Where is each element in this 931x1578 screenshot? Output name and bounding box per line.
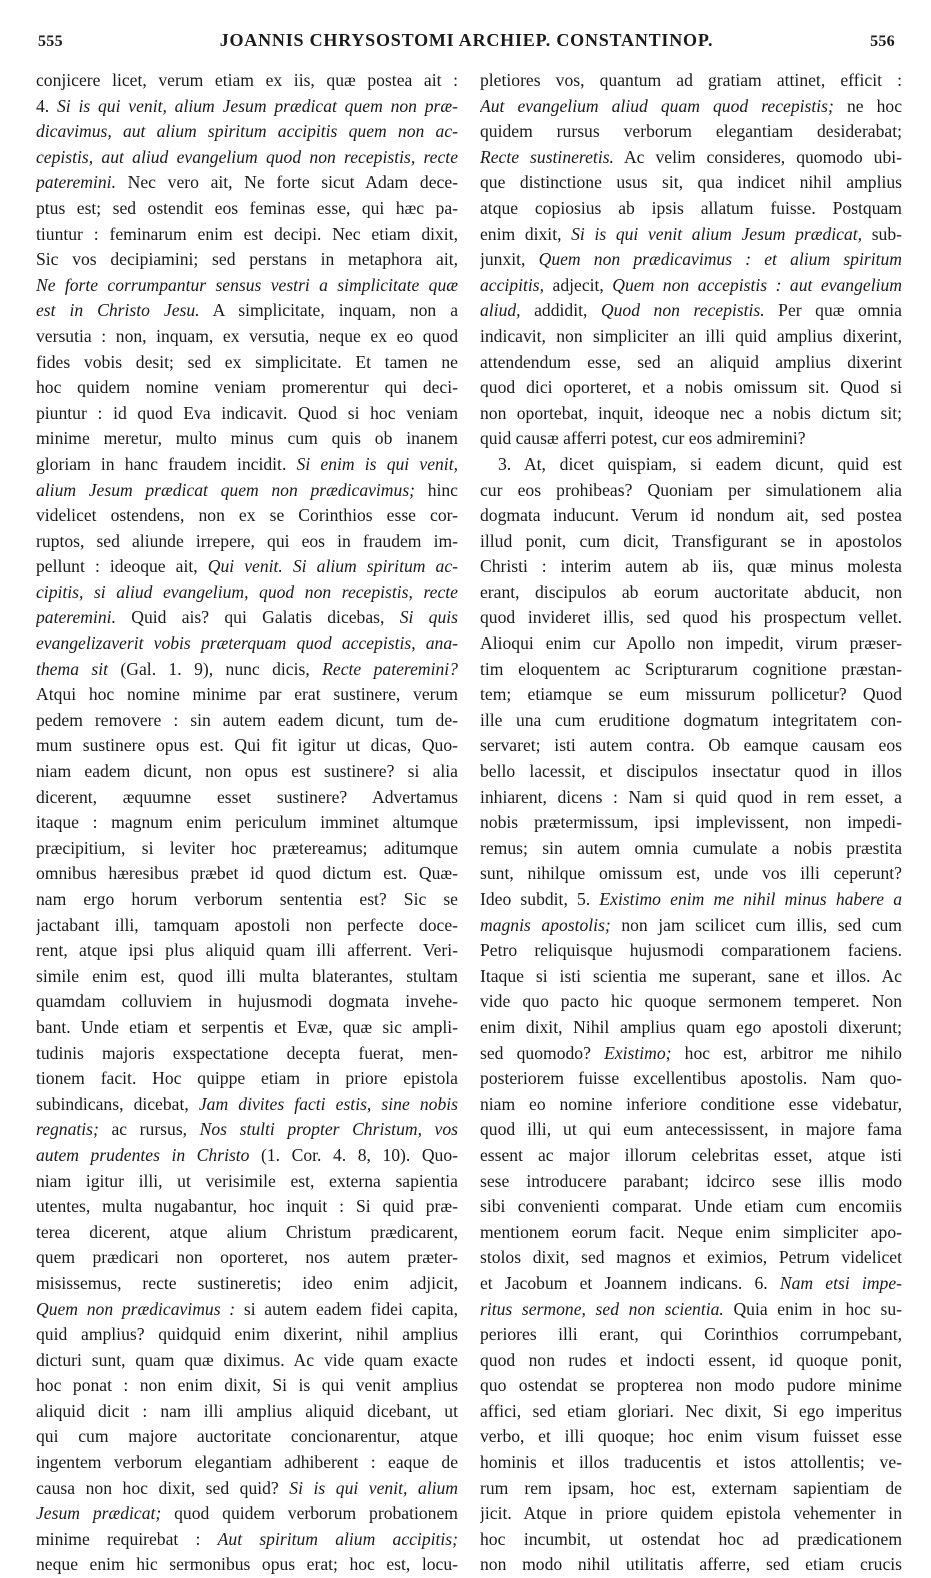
text-line: Quem non prædicavimus : si autem eadem fidei capita, [36,1298,458,1319]
text-line: Aut evangelium aliud quam quod recepistis; ne hoc [480,95,902,116]
text-line: quid amplius? quidquid enim dixerint, nihil amplius [36,1324,458,1345]
text-line: quod dici oporteret, et a nobis omissum sit. Quod si [480,377,902,398]
text-line: dicerent, æquumne esset sustinere? Advertamus [36,786,458,807]
text-line: quamdam colluviem in hujusmodi dogmata invehe- [36,991,458,1012]
text-line: pateremini. Nec vero ait, Ne forte sicut Adam dece- [36,172,458,193]
text-line: quod non rudes et indocti essent, id quoque ponit, [480,1349,902,1370]
text-line: tim eloquentem ac Scripturarum cognitione præstan- [480,658,902,679]
text-line: quod invideret illis, sed quod his prospectum vellet. [480,607,902,628]
text-line: subindicans, dicebat, Jam divites facti estis, sine nobis [36,1093,458,1114]
running-header [38,30,895,58]
text-line: minime requirebat : Aut spiritum alium accipitis; [36,1528,458,1549]
text-line: quod illi, ut qui eum antecessissent, in majore fama [480,1119,902,1140]
text-line: quidem rursus verborum elegantiam desiderabat; [480,121,902,142]
text-line: erant, discipulos ab eorum auctoritate abducit, non [480,581,902,602]
text-line: regnatis; ac rursus, Nos stulti propter Christum, vos [36,1119,458,1140]
text-line: sed quomodo? Existimo; hoc est, arbitror me nihilo [480,1042,902,1063]
text-line: affici, sed etiam gloriari. Nec dixit, Si ego imperitus [480,1400,902,1421]
text-line: nobis prætermissum, ipsi implevissent, non impedi- [480,812,902,833]
text-line: quo ostendat se propterea non modo pudore minime [480,1375,902,1396]
text-line: tionem facit. Hoc quippe etiam in priore epistola [36,1068,458,1089]
text-line: Christi : interim autem ab iis, quæ minus molesta [480,556,902,577]
text-line: ptus est; sed ostendit eos feminas esse, qui hæc pa- [36,197,458,218]
text-line: pateremini. Quid ais? qui Galatis dicebas, Si quis [36,607,458,628]
text-line: Sic vos decipiamini; sed perstans in metaphora ait, [36,249,458,270]
text-line: causa non hoc dixit, sed quid? Si is qui venit, alium [36,1477,458,1498]
text-line: stolos dixit, sed magnos et eximios, Petrum videlicet [480,1247,902,1268]
text-line: rum rem ipsam, hoc est, externam sapientiam de [480,1477,902,1498]
text-line: Recte sustineretis. Ac velim consideres, quomodo ubi- [480,146,902,167]
text-line: quid causæ afferri potest, cur eos admiremini? [480,428,806,449]
left-column [36,68,458,1578]
text-line: videlicet ostendens, non ex se Corinthios esse cor- [36,505,458,526]
text-line: 3. At, dicet quispiam, si eadem dicunt, quid est [498,453,902,474]
text-line: pedem removere : sin autem eadem dicunt, tum de- [36,709,458,730]
text-line: illud ponit, cum dicit, Transfigurant se in apostolos [480,530,902,551]
text-line: vide quo pacto hic quoque sermonem temperet. Non [480,991,902,1012]
running-title: JOANNIS CHRYSOSTOMI ARCHIEP. CONSTANTINOP. [219,30,714,50]
text-line: rent, atque ipsi plus aliquid quam illi afferrent. Veri- [36,940,458,961]
text-line: Atqui hoc nomine minime par erat sustinere, verum [36,684,458,705]
text-line: remus; sin autem omnia cumulate a nobis præstita [480,837,902,858]
text-line: et Jacobum et Joannem indicans. 6. Nam etsi impe- [480,1272,902,1293]
text-line: bant. Unde etiam et serpentis et Evæ, quæ sic ampli- [36,1016,458,1037]
text-line: essent ac major illorum celebritas esset, atque isti [480,1144,902,1165]
text-line: atque copiosius ab ipsis allatum fuisse. Postquam [480,197,902,218]
text-line: hoc incumbit, ut ostendat hoc ad prædicationem [480,1528,902,1549]
right-column [480,68,902,1578]
text-line: terea dicerent, atque alium Christum prædicarent, [36,1221,458,1242]
text-line: niam eo nomine inferiore conditione esse videbatur, [480,1093,902,1114]
text-line: hoc quidem nomine veniam promerentur qui deci- [36,377,458,398]
text-line: indicavit, non simpliciter an illi quid amplius dixerint, [480,325,902,346]
text-line: cipitis, si aliud evangelium, quod non recepistis, recte [36,581,458,602]
text-line: pellunt : ideoque ait, Qui venit. Si alium spiritum ac- [36,556,458,577]
text-line: aliud, addidit, Quod non recepistis. Per quæ omnia [480,300,902,321]
text-line: dicavimus, aut alium spiritum accipitis quem non ac- [36,121,458,142]
text-line: ingentem verborum elegantiam adhiberent : eaque de [36,1452,458,1473]
text-line: verbo, et illi quoque; hoc enim visum fuisset esse [480,1426,902,1447]
text-line: dogmata inducunt. Verum id nondum ait, sed postea [480,505,902,526]
text-line: Ne forte corrumpantur sensus vestri a simplicitate quæ [36,274,458,295]
text-line: utentes, multa nugabantur, hoc inquit : Si quid præ- [36,1196,458,1217]
text-line: niam eadem dicunt, non opus est sustinere? si alia [36,761,458,782]
text-line: fides vobis desit; sed ex simplicitate. Et tamen ne [36,351,458,372]
text-line: non modo nihil utilitatis afferre, sed etiam crucis [480,1554,902,1575]
text-line: simile enim est, quod illi multa blaterantes, stultam [36,965,458,986]
text-line: sunt, nihilque omissum est, unde vos illi ceperunt? [480,863,902,884]
text-line: hominis et illos traducentis et istos attollentis; ve- [480,1452,902,1473]
text-line: quem prædicari non oporteret, nos autem præter- [36,1247,458,1268]
text-line: attendendum esse, sed an aliquid amplius dixerint [480,351,902,372]
text-line: aliquid dicit : nam illi amplius aliquid dicebant, ut [36,1400,458,1421]
text-line: autem prudentes in Christo (1. Cor. 4. 8, 10). Quo- [36,1144,458,1165]
text-line: dicturi sunt, quam quæ diximus. Ac vide quam exacte [36,1349,458,1370]
text-line: accipitis, adjecit, Quem non accepistis : aut evangelium [480,274,902,295]
text-line: inhiarent, dicens : Nam si quid quod in rem esset, a [480,786,902,807]
text-line: misissemus, recte sustineretis; ideo enim adjicit, [36,1272,458,1293]
page-number-right: 556 [870,33,895,50]
text-line: evangelizaverit vobis præterquam quod accepistis, ana- [36,633,458,654]
text-line: tem; etiamque se eum missurum pollicetur? Quod [480,684,902,705]
text-line: posteriorem fuisse excellentibus apostolis. Nam quo- [480,1068,902,1089]
text-line: thema sit (Gal. 1. 9), nunc dicis, Recte pateremini? [36,658,458,679]
text-line: 4. Si is qui venit, alium Jesum prædicat quem non præ- [36,95,458,116]
text-line: servaret; isti autem contra. Ob eamque causam eos [480,735,902,756]
text-line: ille una cum eruditione dogmatum integritatem con- [480,709,902,730]
text-line: enim dixit, Si is qui venit alium Jesum prædicat, sub- [480,223,902,244]
text-line: mum sustinere opus est. Qui fit igitur ut dicas, Quo- [36,735,458,756]
text-line: mentionem eorum facit. Neque enim simpliciter apo- [480,1221,902,1242]
text-line: jactabant illi, tamquam apostoli non perfecte doce- [36,914,458,935]
text-line: neque enim hic sermonibus opus erat; hoc est, locu- [36,1554,458,1575]
text-line: jicit. Atque in priore quidem epistola vehementer in [480,1503,902,1524]
text-line: est in Christo Jesu. A simplicitate, inquam, non a [36,300,458,321]
text-line: Petro reliquisque hujusmodi comparationem faciens. [480,940,902,961]
text-line: Ideo subdit, 5. Existimo enim me nihil minus habere a [480,889,902,909]
text-line: cur eos prohibeas? Quoniam per simulationem alia [480,479,902,500]
page-number-left: 555 [38,33,63,50]
text-line: junxit, Quem non prædicavimus : et alium spiritum [480,249,902,270]
text-line: versutia : non, inquam, ex versutia, neque ex eo quod [36,325,458,346]
text-line: tiuntur : feminarum enim est decipi. Nec etiam dixit, [36,223,458,244]
text-line: itaque : magnum enim periculum imminet altumque [36,812,458,833]
text-line: magnis apostolis; non jam scilicet cum illis, sed cum [480,914,902,935]
text-line: alium Jesum prædicat quem non prædicavimus; hinc [36,479,458,500]
text-line: Alioqui enim cur Apollo non impedit, virum præser- [480,633,902,654]
text-line: gloriam in hanc fraudem incidit. Si enim is qui venit, [36,453,458,474]
text-line: cepistis, aut aliud evangelium quod non recepistis, recte [36,146,458,167]
text-line: conjicere licet, verum etiam ex iis, quæ postea ait : [36,70,458,90]
text-line: minime meretur, multo minus cum quis ob inanem [36,428,458,449]
text-line: periores illi erant, qui Corinthios corrumpebant, [480,1324,902,1345]
text-line: que distinctione usus sit, qua indicet nihil amplius [480,172,902,193]
text-line: omnibus hæresibus præbet id quod dictum est. Quæ- [36,863,458,884]
text-line: ritus sermone, sed non scientia. Quia enim in hoc su- [480,1298,902,1319]
text-line: Jesum prædicat; quod quidem verborum probationem [36,1503,458,1524]
text-line: nam ergo horum verborum sententia est? Sic se [36,889,458,909]
text-line: sibi convenienti comparat. Unde etiam cum encomiis [480,1196,902,1217]
text-line: hoc ponat : non enim dixit, Si is qui venit amplius [36,1375,458,1396]
text-line: ruptos, sed aliunde irrepere, qui eos in fraudem im- [36,530,458,551]
text-line: tudinis majoris exspectatione decepta fuerat, men- [36,1042,458,1063]
text-line: piuntur : id quod Eva indicavit. Quod si hoc veniam [36,402,458,423]
text-line: non oportebat, inquit, ideoque nec a nobis dictum sit; [480,402,902,423]
text-line: sese introducere parabant; idcirco sese illis modo [480,1170,902,1191]
text-line: præcipitium, si leviter hoc prætereamus; aditumque [36,837,458,858]
text-line: bello lacessit, et discipulos insectatur quod in illos [480,761,902,782]
text-line: qui cum majore auctoritate concionarentur, atque [36,1426,458,1447]
text-line: Itaque si isti scientia me superant, sane et illos. Ac [480,965,902,986]
text-line: enim dixit, Nihil amplius quam ego apostoli dixerunt; [480,1016,902,1037]
text-line: pletiores vos, quantum ad gratiam attinet, efficit : [480,70,902,90]
text-line: niam igitur illi, ut verisimile est, externa sapientia [36,1170,458,1191]
